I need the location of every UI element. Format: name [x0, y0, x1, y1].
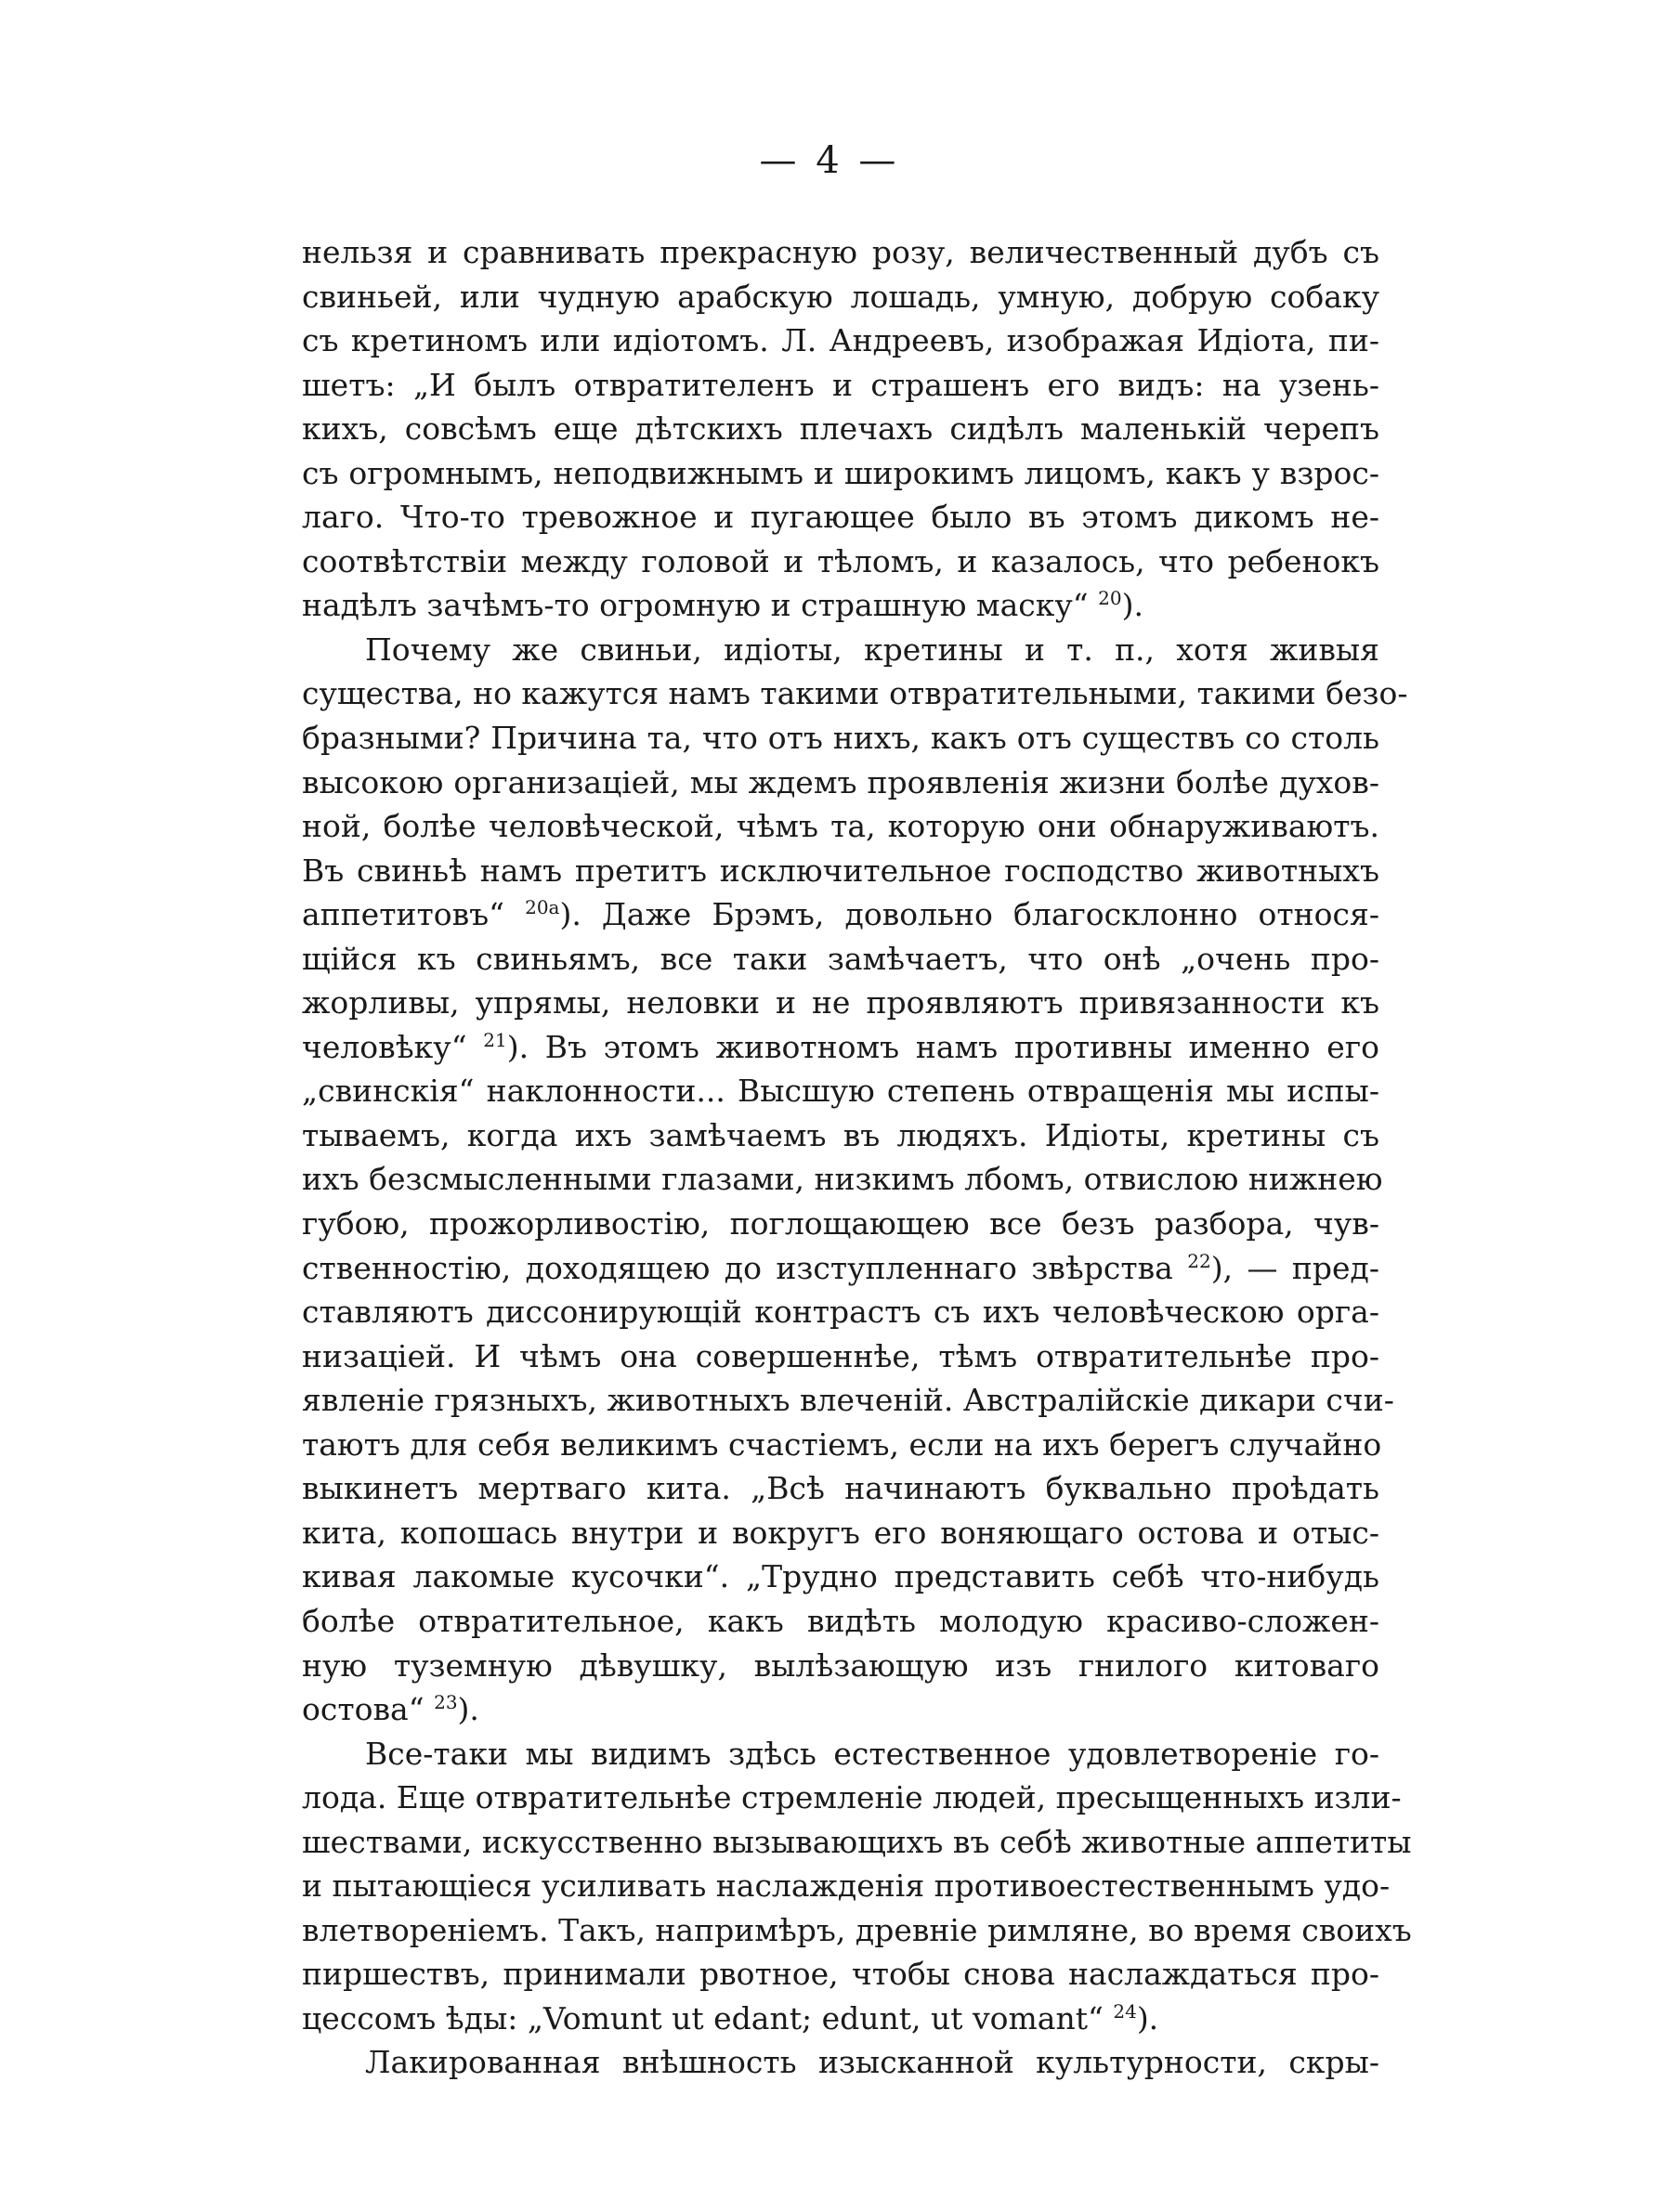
footnote-ref: 20: [1098, 587, 1122, 610]
text-line: явленіе грязныхъ, животныхъ влеченій. Австралійскіе дикари счи-: [302, 1382, 1394, 1419]
footnote-ref: 23: [434, 1691, 458, 1714]
text-line: пиршествъ, принимали рвотное, чтобы снова наслаждаться про-: [302, 1956, 1379, 1993]
text-line: влетвореніемъ. Такъ, напримѣръ, древніе римляне, во время своихъ: [302, 1911, 1412, 1948]
page-number: — 4 —: [759, 139, 900, 182]
text-line: бразными? Причина та, что отъ нихъ, какъ отъ существъ со столь: [302, 720, 1379, 757]
text-line: соотвѣтствіи между головой и тѣломъ, и казалось, что ребенокъ: [302, 542, 1379, 579]
text-line: жорливы, упрямы, неловки и не проявляютъ привязанности къ: [302, 984, 1379, 1021]
text-span: ).: [1121, 587, 1143, 624]
footnote-ref: 24: [1113, 1999, 1137, 2023]
text-line: высокою организаціей, мы ждемъ проявленія жизни болѣе духов-: [302, 763, 1379, 800]
text-line: [302, 583, 1379, 628]
text-line: Лакированная внѣшность изысканной культурности, скры-: [365, 2044, 1379, 2081]
text-span: ), — пред-: [1210, 1249, 1380, 1286]
text-span: ). Даже Брэмъ, довольно благосклонно относя-: [559, 896, 1379, 933]
text-line: [302, 1687, 1379, 1732]
text-line: лаго. Что-то тревожное и пугающее было въ этомъ дикомъ не-: [302, 499, 1379, 536]
text-line: лода. Еще отвратительнѣе стремленіе людей, пресыщенныхъ изли-: [302, 1779, 1402, 1816]
text-line: выкинетъ мертваго кита. „Всѣ начинаютъ буквально проѣдать: [302, 1470, 1379, 1507]
text-line: низаціей. И чѣмъ она совершеннѣе, тѣмъ отвратительнѣе про-: [302, 1337, 1379, 1374]
text-span: ).: [1136, 1999, 1159, 2036]
text-line: съ кретиномъ или идіотомъ. Л. Андреевъ, изображая Идіота, пи-: [302, 322, 1379, 359]
text-line: ную туземную дѣвушку, вылѣзающую изъ гнилого китоваго: [302, 1646, 1379, 1684]
text-line: ставляютъ диссонирующій контрастъ съ ихъ человѣческою орга-: [302, 1294, 1379, 1331]
text-line: [302, 1025, 1379, 1070]
text-line: и пытающіеся усиливать наслажденія противоестественнымъ удо-: [302, 1867, 1391, 1905]
text-line: кита, копошась внутри и вокругъ его воняющаго остова и отыс-: [302, 1514, 1379, 1551]
text-line: [302, 1997, 1379, 2041]
footnote-ref: 21: [483, 1028, 507, 1051]
text-line: Почему же свиньи, идіоты, кретины и т. п., хотя живыя: [365, 631, 1379, 668]
text-span: аппетитовъ“: [302, 896, 526, 933]
text-line: шествами, искусственно вызывающихъ въ себѣ животные аппетиты: [302, 1823, 1412, 1860]
text-span: ).: [457, 1691, 479, 1728]
text-line: кивая лакомые кусочки“. „Трудно представить себѣ что-нибудь: [302, 1558, 1379, 1595]
text-line: шетъ: „И былъ отвратителенъ и страшенъ его видъ: на узень-: [302, 366, 1379, 403]
text-line: губою, прожорливостію, поглощающею все безъ разбора, чув-: [302, 1205, 1379, 1243]
text-line: ихъ безсмысленными глазами, низкимъ лбомъ, отвислою нижнею: [302, 1161, 1383, 1198]
text-line: свиньей, или чудную арабскую лошадь, умную, добрую собаку: [302, 278, 1379, 315]
text-line: нельзя и сравнивать прекрасную розу, величественный дубъ съ: [302, 234, 1379, 270]
text-line: [302, 892, 1379, 937]
text-span: ). Въ этомъ животномъ намъ противны именно его: [506, 1028, 1379, 1065]
text-line: кихъ, совсѣмъ еще дѣтскихъ плечахъ сидѣлъ маленькій черепъ: [302, 410, 1379, 448]
footnote-ref: 20a: [525, 896, 560, 919]
text-line: Все-таки мы видимъ здѣсь естественное удовлетвореніе го-: [365, 1735, 1379, 1772]
text-line: существа, но кажутся намъ такими отвратительными, такими безо-: [302, 675, 1408, 712]
text-span: цессомъ ѣды: „Vomunt ut edant; edunt, ut vomant“: [302, 1999, 1114, 2036]
text-line: съ огромнымъ, неподвижнымъ и широкимъ лицомъ, какъ у взрос-: [302, 454, 1379, 491]
text-line: болѣе отвратительное, какъ видѣть молодую красиво-сложен-: [302, 1602, 1379, 1639]
text-line: щійся къ свиньямъ, все таки замѣчаетъ, что онѣ „очень про-: [302, 940, 1379, 977]
text-span: остова“: [302, 1691, 435, 1728]
text-span: ственностію, доходящею до изступленнаго звѣрства: [302, 1249, 1188, 1286]
footnote-ref: 22: [1187, 1249, 1211, 1272]
text-line: тываемъ, когда ихъ замѣчаемъ въ людяхъ. Идіоты, кретины съ: [302, 1116, 1379, 1153]
body-text: [302, 230, 1412, 2085]
text-line: „свинскія“ наклонности... Высшую степень отвращенія мы испы-: [302, 1073, 1379, 1110]
text-line: Въ свиньѣ намъ претитъ исключительное господство животныхъ: [302, 852, 1379, 889]
text-line: [302, 1246, 1379, 1291]
text-span: надѣлъ зачѣмъ-то огромную и страшную маску“: [302, 587, 1099, 624]
text-span: человѣку“: [302, 1028, 484, 1065]
text-line: ной, болѣе человѣческой, чѣмъ та, которую они обнаруживаютъ.: [302, 808, 1379, 845]
text-line: таютъ для себя великимъ счастіемъ, если на ихъ берегъ случайно: [302, 1425, 1382, 1463]
